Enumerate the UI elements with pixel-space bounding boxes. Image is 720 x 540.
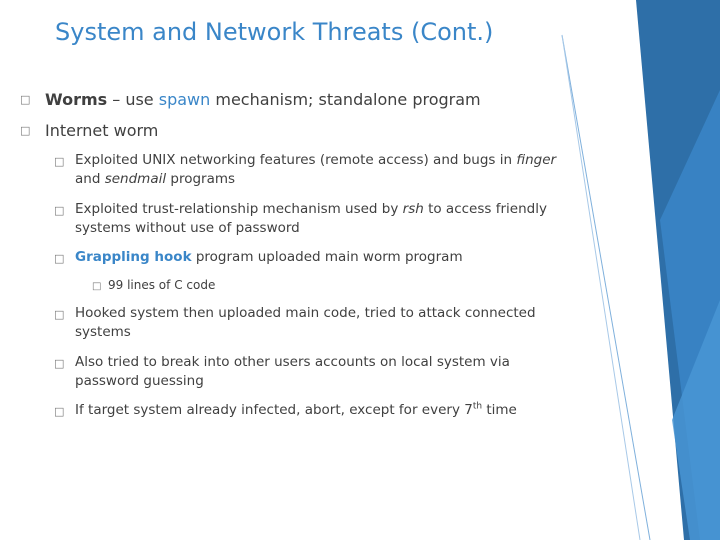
subitem-grappling-hook: Grappling hook program uploaded main worm program	[75, 249, 463, 265]
subitem-exploited-trust: Exploited trust-relationship mechanism used by rsh to access friendly systems without use of password	[75, 201, 547, 236]
bullet-icon: □	[54, 155, 65, 168]
subitem-if-target: If target system already infected, abort, except for every 7th time	[75, 401, 517, 418]
bullet-icon: □	[92, 281, 102, 292]
bullet-icon: □	[54, 357, 65, 370]
bullet-internet-worm: Internet worm	[45, 121, 159, 140]
bullet-icon: □	[20, 93, 31, 106]
bullet-icon: □	[54, 405, 65, 418]
subitem-hooked-system: Hooked system then uploaded main code, tried to attack connected systems	[75, 305, 536, 340]
bullet-worms: Worms – use spawn mechanism; standalone program	[45, 90, 481, 109]
subitem-also-tried: Also tried to break into other users accounts on local system via password guessing	[75, 354, 510, 389]
page-title: System and Network Threats (Cont.)	[55, 18, 494, 46]
subitem-99-lines: 99 lines of C code	[108, 278, 216, 292]
bullet-icon: □	[54, 308, 65, 321]
bullet-icon: □	[54, 252, 65, 265]
bullet-icon: □	[54, 204, 65, 217]
bullet-icon: □	[20, 124, 31, 137]
subitem-exploited-unix: Exploited UNIX networking features (remote access) and bugs in finger and sendmail programs	[75, 152, 557, 187]
